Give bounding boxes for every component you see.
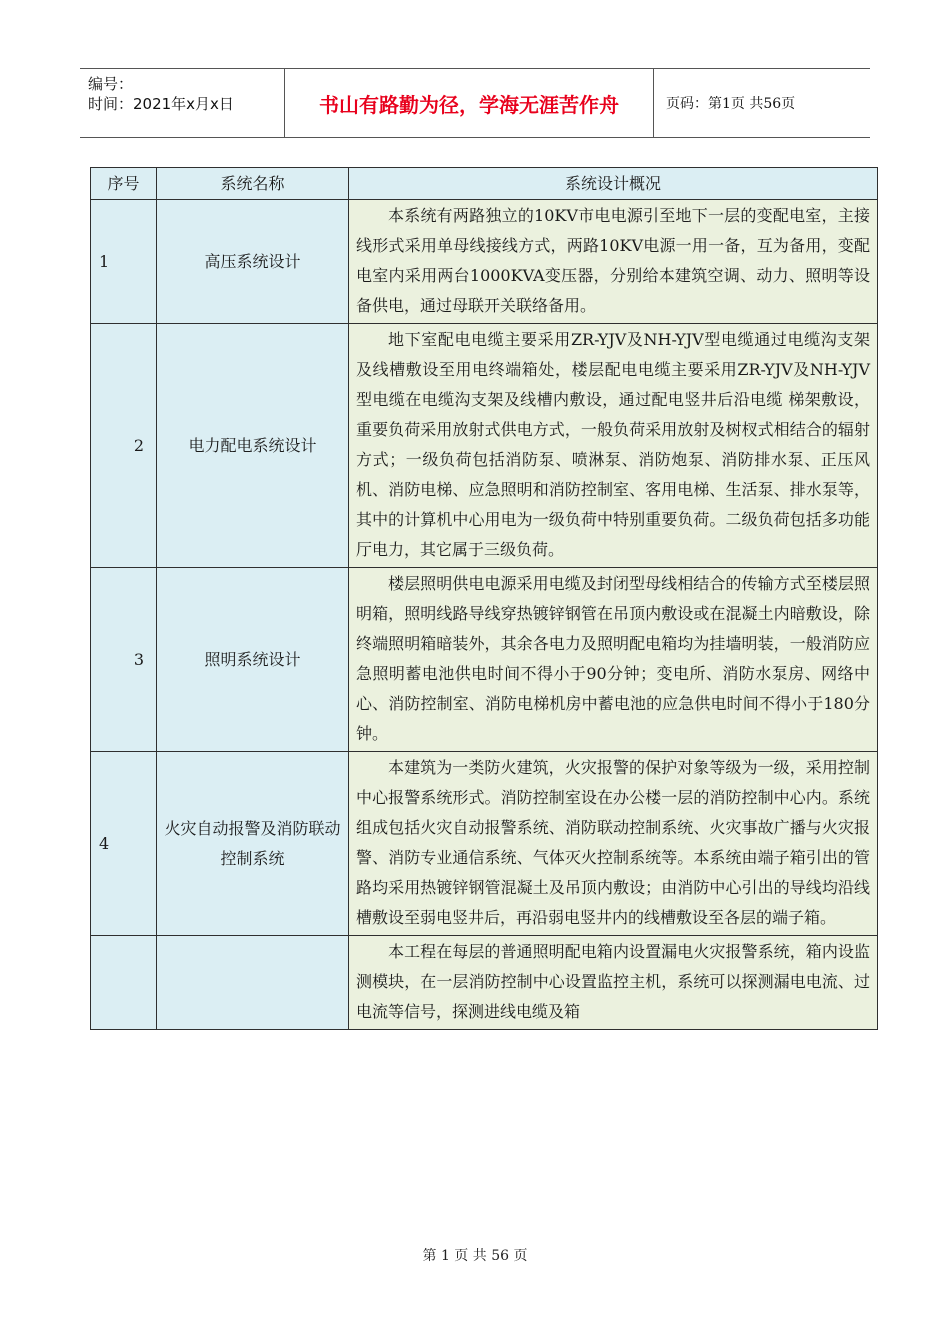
table-row	[91, 568, 878, 752]
row-system-name: 火灾自动报警及消防联动控制系统	[157, 752, 349, 936]
column-header-system-name: 系统名称	[157, 168, 349, 200]
table-row	[91, 324, 878, 568]
row-design-overview: 本系统有两路独立的10KV市电电源引至地下一层的变配电室，主接线形式采用单母线接线方式，两路10KV电源一用一备，互为备用，变配电室内采用两台1000KVA变压器，分别给本建筑空调、动力、照明等设备供电，通过母联开关联络备用。	[349, 200, 878, 324]
row-number: 1	[91, 200, 157, 324]
row-number: 2	[91, 324, 157, 568]
row-design-overview: 地下室配电电缆主要采用ZR-YJV及NH-YJV型电缆通过电缆沟支架及线槽敷设至用电终端箱处，楼层配电电缆主要采用ZR-YJV及NH-YJV型电缆在电缆沟支架及线槽内敷设，通过配电竖井后沿电缆 梯架敷设，重要负荷采用放射式供电方式，一般负荷采用放射及树杈式相结合的辐射方式；一级负荷包括消防泵、喷淋泵、消防炮泵、消防排水泵、正压风机、消防电梯、应急照明和消防控制室、客用电梯、生活泵、排水泵等，其中的计算机中心用电为一级负荷中特别重要负荷。二级负荷包括多功能厅电力，其它属于三级负荷。	[349, 324, 878, 568]
row-system-name	[157, 936, 349, 1030]
table-row	[91, 752, 878, 936]
row-system-name: 电力配电系统设计	[157, 324, 349, 568]
table-header-row	[91, 168, 878, 200]
column-header-number: 序号	[91, 168, 157, 200]
row-number	[91, 936, 157, 1030]
page-header	[80, 68, 870, 138]
document-time-label: 时间：2021年x月x日	[88, 95, 234, 113]
document-number-label: 编号：	[88, 75, 134, 93]
table-row	[91, 200, 878, 324]
row-system-name: 照明系统设计	[157, 568, 349, 752]
row-design-overview: 本建筑为一类防火建筑，火灾报警的保护对象等级为一级，采用控制中心报警系统形式。消防控制室设在办公楼一层的消防控制中心内。系统组成包括火灾自动报警系统、消防联动控制系统、火灾事故广播与火灾报警、消防专业通信系统、气体灭火控制系统等。本系统由端子箱引出的管路均采用热镀锌钢管混凝土及吊顶内敷设；由消防中心引出的导线均沿线槽敷设至弱电竖井后，再沿弱电竖井内的线槽敷设至各层的端子箱。	[349, 752, 878, 936]
row-design-overview: 本工程在每层的普通照明配电箱内设置漏电火灾报警系统，箱内设监测模块，在一层消防控制中心设置监控主机，系统可以探测漏电电流、过电流等信号，探测进线电缆及箱	[349, 936, 878, 1030]
header-page-info: 页码：第1页 共56页	[666, 96, 796, 112]
page-footer: 第 1 页 共 56 页	[422, 1248, 528, 1264]
header-meta	[80, 69, 285, 137]
system-design-table	[90, 167, 878, 1030]
row-number: 4	[91, 752, 157, 936]
column-header-design-overview: 系统设计概况	[349, 168, 878, 200]
row-number: 3	[91, 568, 157, 752]
header-slogan: 书山有路勤为径，学海无涯苦作舟	[285, 69, 654, 137]
row-design-overview: 楼层照明供电电源采用电缆及封闭型母线相结合的传输方式至楼层照明箱，照明线路导线穿热镀锌钢管在吊顶内敷设或在混凝土内暗敷设，除终端照明箱暗装外，其余各电力及照明配电箱均为挂墙明装，一般消防应急照明蓄电池供电时间不得小于90分钟；变电所、消防水泵房、网络中心、消防控制室、消防电梯机房中蓄电池的应急供电时间不得小于180分钟。	[349, 568, 878, 752]
row-system-name: 高压系统设计	[157, 200, 349, 324]
table-row	[91, 936, 878, 1030]
